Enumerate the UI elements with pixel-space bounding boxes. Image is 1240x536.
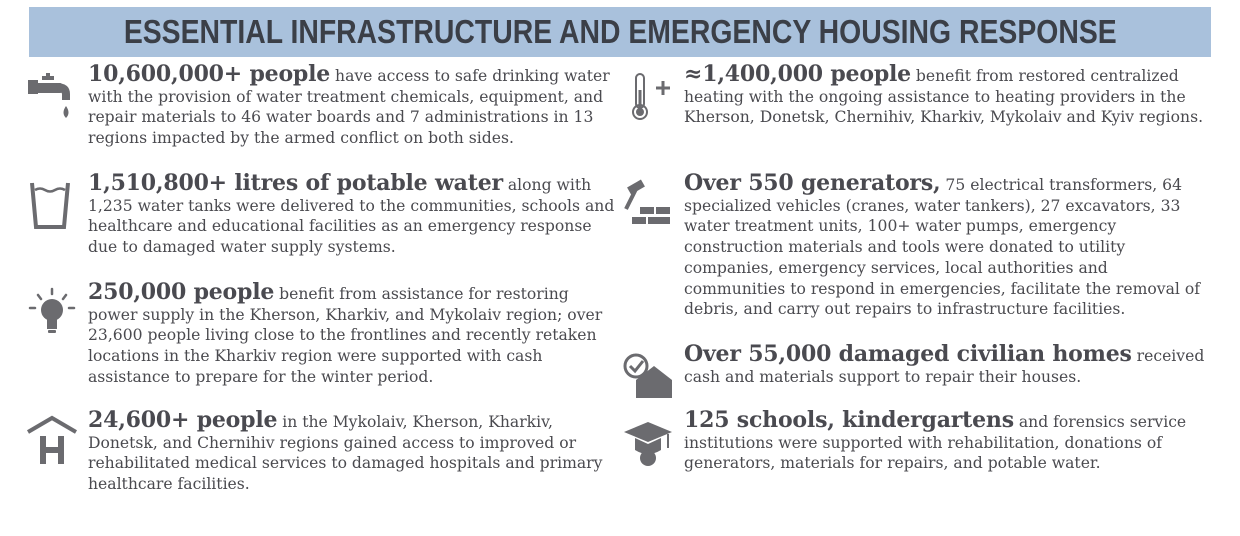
water-tap-icon xyxy=(26,68,78,124)
house-check-icon xyxy=(622,348,674,404)
item-water-access xyxy=(26,61,616,149)
item-text xyxy=(684,61,1212,128)
item-body: received cash and materials support to repair their houses. xyxy=(684,347,1205,386)
item-homes xyxy=(622,341,1212,404)
item-text xyxy=(88,170,616,258)
item-body: benefit from assistance for restoring power supply in the Kherson, Kharkiv, and Mykolaiv region; over 23,600 people living close to the frontlines and recently retaken locations in the Kharkiv region were supported with cash assistance to prepare for the winter period. xyxy=(88,285,603,386)
item-text xyxy=(88,61,616,149)
item-body: have access to safe drinking water with the provision of water treatment chemicals, equipment, and repair materials to 46 water boards and 7 administrations in 13 regions impacted by the armed conflict on both sides. xyxy=(88,67,610,148)
item-highlight: ≈1,400,000 people xyxy=(684,61,911,87)
item-body: along with 1,235 water tanks were delivered to the communities, schools and healthcare and educational facilities as an emergency response due to damaged water supply systems. xyxy=(88,176,615,257)
item-text xyxy=(88,279,616,388)
item-text xyxy=(88,407,616,495)
hospital-icon xyxy=(26,414,78,470)
construction-icon xyxy=(622,177,674,233)
item-text xyxy=(684,341,1212,387)
graduation-cap-icon xyxy=(622,414,674,470)
item-highlight: Over 550 generators, xyxy=(684,170,941,196)
item-medical-services xyxy=(26,407,616,495)
thermometer-icon xyxy=(622,68,674,124)
item-highlight: 1,510,800+ litres of potable water xyxy=(88,170,503,196)
title-banner xyxy=(29,7,1211,57)
item-power-supply xyxy=(26,279,616,388)
item-potable-water xyxy=(26,170,616,258)
item-body: 75 electrical transformers, 64 specialized vehicles (cranes, water tankers), 27 excavators, 33 water treatment units, 100+ water pumps, emergency construction materials and tools were donated to utility companies, emergency services, local authorities and communities to respond in emergencies, facilitate the removal of debris, and carry out repairs to infrastructure facilities. xyxy=(684,176,1201,319)
item-body: in the Mykolaiv, Kherson, Kharkiv, Donetsk, and Chernihiv regions gained access to improved or rehabilitated medical services to damaged hospitals and primary healthcare facilities. xyxy=(88,413,603,494)
item-body: and forensics service institutions were supported with rehabilitation, donations of generators, materials for repairs, and potable water. xyxy=(684,413,1187,473)
page-title: ESSENTIAL INFRASTRUCTURE AND EMERGENCY HOUSING RESPONSE xyxy=(123,13,1117,50)
item-heating xyxy=(622,61,1212,128)
item-highlight: 10,600,000+ people xyxy=(88,61,331,87)
item-body: benefit from restored centralized heating with the ongoing assistance to heating providers in the Kherson, Donetsk, Chernihiv, Kharkiv, Mykolaiv and Kyiv regions. xyxy=(684,67,1204,127)
item-generators xyxy=(622,170,1212,320)
item-schools xyxy=(622,407,1212,474)
item-highlight: 250,000 people xyxy=(88,279,275,305)
item-highlight: 24,600+ people xyxy=(88,407,278,433)
light-bulb-icon xyxy=(26,286,78,342)
item-text xyxy=(684,170,1212,320)
item-highlight: 125 schools, kindergartens xyxy=(684,407,1014,433)
water-glass-icon xyxy=(26,177,78,233)
item-text xyxy=(684,407,1212,474)
item-highlight: Over 55,000 damaged civilian homes xyxy=(684,341,1132,367)
